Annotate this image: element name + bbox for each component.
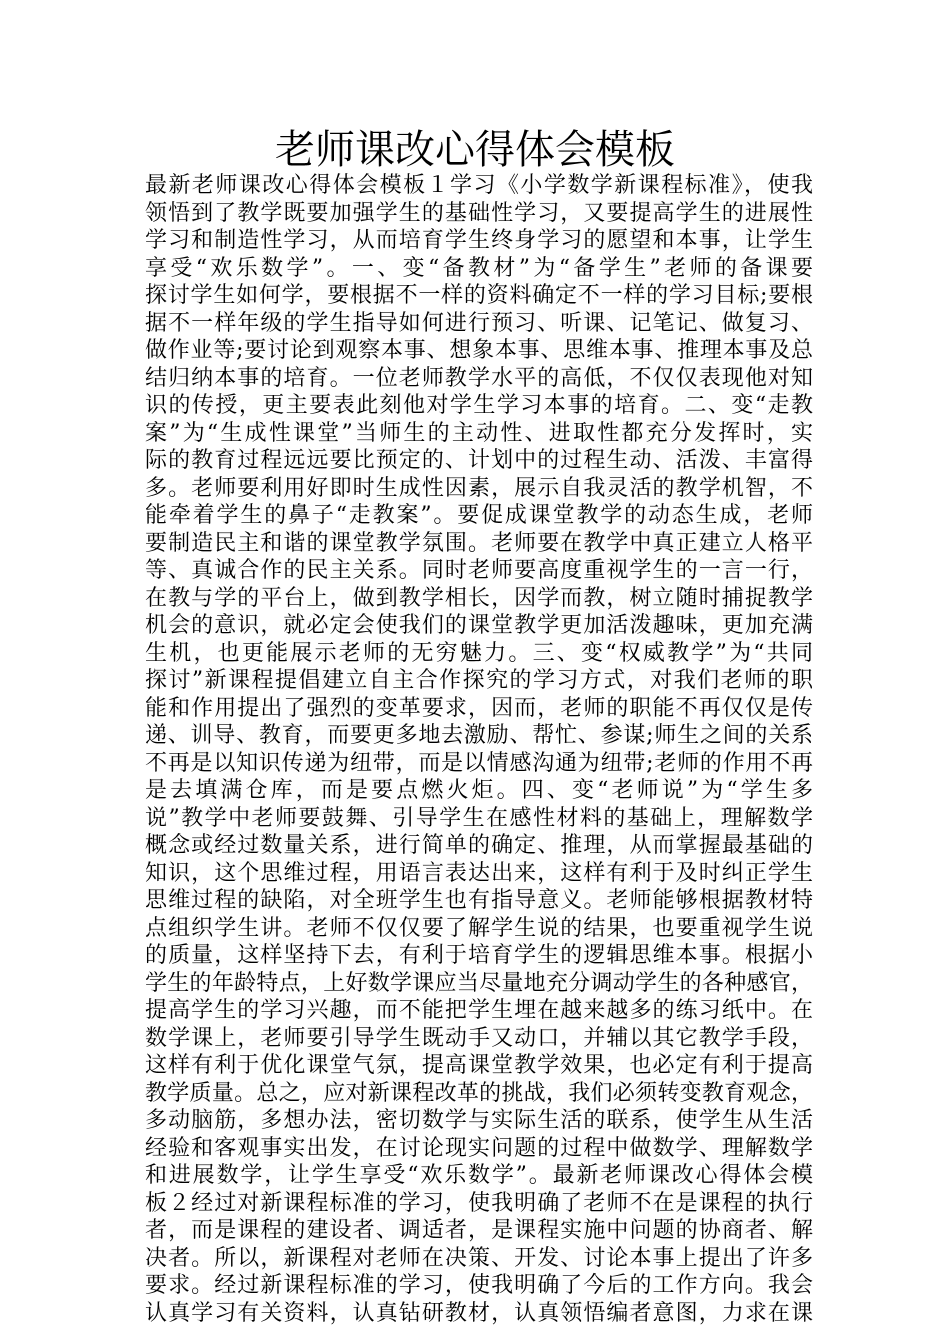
body-line: 学生的年龄特点，上好数学课应当尽量地充分调动学生的各种感官， (145, 970, 813, 996)
body-line: 者，而是课程的建设者、调适者，是课程实施中问题的协商者、解 (145, 1218, 813, 1243)
body-line: 生机，也更能展示老师的无穷魅力。三、变“权威教学”为“共同 (145, 640, 813, 666)
body-line: 案”为“生成性课堂”当师生的主动性、进取性都充分发挥时，实 (145, 420, 813, 446)
body-line: 能牵着学生的鼻子“走教案”。要促成课堂教学的动态生成，老师 (145, 503, 813, 528)
body-line: 概念或经过数量关系，进行简单的确定、推理，从而掌握最基础的 (145, 833, 813, 858)
body-line: 做作业等;要讨论到观察本事、想象本事、思维本事、推理本事及总 (145, 338, 813, 363)
body-line: 数学课上，老师要引导学生既动手又动口，并辅以其它教学手段， (145, 1025, 813, 1051)
document-body (145, 172, 813, 1327)
body-line: 多动脑筋，多想办法，密切数学与实际生活的联系，使学生从生活 (145, 1108, 813, 1133)
body-line: 教学质量。总之，应对新课程改革的挑战，我们必须转变教育观念， (145, 1080, 813, 1106)
body-line: 这样有利于优化课堂气氛，提高课堂教学效果，也必定有利于提高 (145, 1053, 813, 1078)
body-line: 和进展数学，让学生享受“欢乐数学”。最新老师课改心得体会模 (145, 1163, 813, 1188)
body-line: 最新老师课改心得体会模板１学习《小学数学新课程标准》，使我 (145, 173, 813, 198)
body-line: 点组织学生讲。老师不仅仅要了解学生说的结果，也要重视学生说 (145, 915, 813, 941)
body-line: 递、训导、教育，而要更多地去激励、帮忙、参谋;师生之间的关系 (145, 723, 813, 748)
body-line: 不再是以知识传递为纽带，而是以情感沟通为纽带;老师的作用不再 (145, 750, 813, 776)
body-line: 说”教学中老师要鼓舞、引导学生在感性材料的基础上，理解数学 (145, 805, 813, 831)
body-line: 等、真诚合作的民主关系。同时老师要高度重视学生的一言一行， (145, 558, 813, 583)
body-line: 决者。所以，新课程对老师在决策、开发、讨论本事上提出了许多 (145, 1245, 813, 1271)
body-line: 探讨”新课程提倡建立自主合作探究的学习方式，对我们老师的职 (145, 668, 813, 693)
body-line: 机会的意识，就必定会使我们的课堂教学更加活泼趣味，更加充满 (145, 613, 813, 638)
body-line: 结归纳本事的培育。一位老师教学水平的高低，不仅仅表现他对知 (145, 365, 813, 391)
body-line: 是去填满仓库，而是要点燃火炬。四、变“老师说”为“学生多 (145, 778, 813, 803)
body-line: 提高学生的学习兴趣，而不能把学生埋在越来越多的练习纸中。在 (145, 998, 813, 1023)
body-line: 据不一样年级的学生指导如何进行预习、听课、记笔记、做复习、 (145, 310, 813, 336)
body-line: 要求。经过新课程标准的学习，使我明确了今后的工作方向。我会 (145, 1273, 813, 1298)
body-line: 多。老师要利用好即时生成性因素，展示自我灵活的教学机智，不 (145, 475, 813, 501)
body-line: 探讨学生如何学，要根据不一样的资料确定不一样的学习目标;要根 (145, 283, 813, 308)
body-line: 板２经过对新课程标准的学习，使我明确了老师不在是课程的执行 (145, 1190, 813, 1216)
body-line: 经验和客观事实出发，在讨论现实问题的过程中做数学、理解数学 (145, 1135, 813, 1161)
body-line: 的质量，这样坚持下去，有利于培育学生的逻辑思维本事。根据小 (145, 943, 813, 968)
body-line: 识的传授，更主要表此刻他对学生学习本事的培育。二、变“走教 (145, 393, 813, 418)
body-line: 要制造民主和谐的课堂教学氛围。老师要在教学中真正建立人格平 (145, 530, 813, 556)
body-line: 知识，这个思维过程，用语言表达出来，这样有利于及时纠正学生 (145, 860, 813, 886)
body-line: 思维过程的缺陷，对全班学生也有指导意义。老师能够根据教材特 (145, 888, 813, 913)
body-line: 领悟到了教学既要加强学生的基础性学习，又要提高学生的进展性 (145, 200, 813, 226)
body-line: 认真学习有关资料，认真钻研教材，认真领悟编者意图，力求在课 (145, 1300, 813, 1326)
body-line: 在教与学的平台上，做到教学相长，因学而教，树立随时捕捉教学 (145, 585, 813, 611)
body-line: 能和作用提出了强烈的变革要求，因而，老师的职能不再仅仅是传 (145, 695, 813, 721)
body-line: 享受“欢乐数学”。一、变“备教材”为“备学生”老师的备课要 (145, 255, 813, 281)
body-line: 学习和制造性学习，从而培育学生终身学习的愿望和本事，让学生 (145, 228, 813, 253)
document-title: 老师课改心得体会模板 (275, 127, 675, 173)
body-line: 际的教育过程远远要比预定的、计划中的过程生动、活泼、丰富得 (145, 448, 813, 473)
